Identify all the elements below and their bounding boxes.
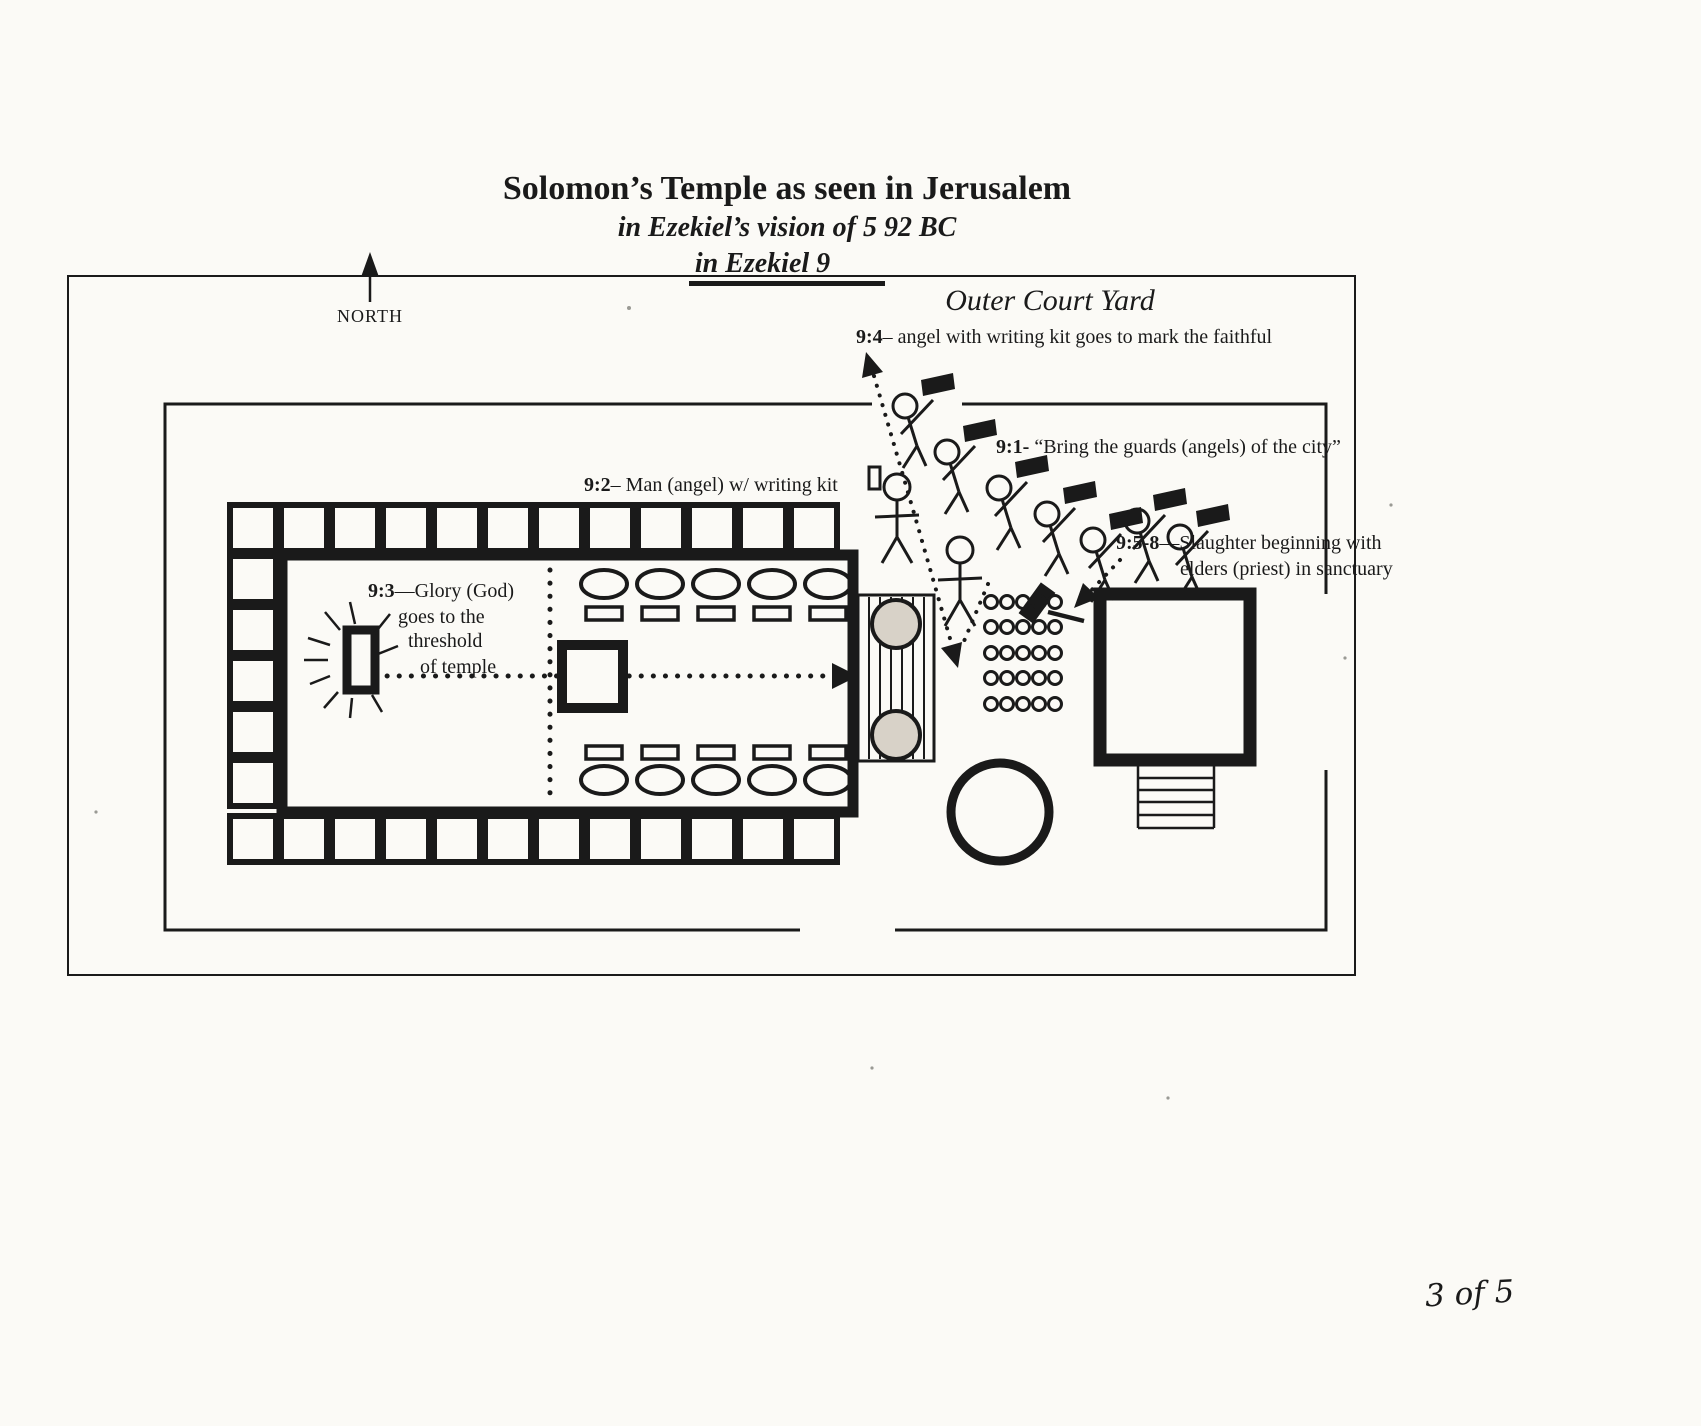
- person-circle: [1033, 621, 1046, 634]
- annotation-9-3-line2: goes to the: [398, 606, 485, 628]
- altar-of-sacrifice: [1100, 594, 1250, 760]
- annotation-9-5-8-line2: elders (priest) in sanctuary: [1180, 558, 1393, 580]
- chamber-square: [791, 505, 837, 551]
- verse-text: —Slaughter beginning with: [1159, 532, 1382, 554]
- writing-kit-icon: [869, 467, 880, 489]
- person-circle: [1001, 621, 1014, 634]
- verse-ref: 9:2: [584, 474, 611, 496]
- outer-court-yard-label: Outer Court Yard: [945, 284, 1155, 317]
- page-title: Solomon’s Temple as seen in Jerusalem: [502, 170, 1072, 207]
- verse-ref: 9:5-8: [1116, 532, 1160, 554]
- chamber-square: [230, 607, 276, 653]
- person-circle: [1049, 596, 1062, 609]
- person-circle: [1049, 698, 1062, 711]
- annotation-9-3-line4: of temple: [420, 656, 497, 678]
- annotation-9-3-line3: threshold: [408, 630, 483, 652]
- chamber-square: [485, 816, 531, 862]
- chamber-square: [791, 816, 837, 862]
- chamber-square: [332, 505, 378, 551]
- verse-text: – angel with writing kit goes to mark the faithful: [882, 326, 1273, 348]
- verse-text: – Man (angel) w/ writing kit: [610, 474, 838, 496]
- up-arrowhead-icon: [862, 352, 883, 378]
- chamber-square: [638, 816, 684, 862]
- chamber-square: [638, 505, 684, 551]
- person-circle: [1001, 647, 1014, 660]
- annotation-9-5-8: [1116, 532, 1382, 555]
- annotation-9-3: [368, 580, 514, 603]
- person-circle: [1017, 621, 1030, 634]
- angel-with-flag: [893, 373, 955, 468]
- person-circle: [1001, 596, 1014, 609]
- person-circle: [1001, 698, 1014, 711]
- altar-steps: [1138, 766, 1214, 828]
- person-circle: [1049, 647, 1062, 660]
- glory-ark: [347, 630, 375, 690]
- verse-text: —Glory (God): [394, 580, 515, 602]
- chamber-square: [485, 505, 531, 551]
- chamber-square: [383, 816, 429, 862]
- temple-porch: [858, 595, 934, 761]
- chamber-square: [740, 816, 786, 862]
- chamber-square: [230, 658, 276, 704]
- table-row-north: [586, 607, 846, 620]
- chamber-square: [281, 816, 327, 862]
- angel-with-flag: [987, 455, 1049, 550]
- person-circle: [1049, 621, 1062, 634]
- person-circle: [985, 621, 998, 634]
- chamber-square: [281, 505, 327, 551]
- chamber-square: [689, 816, 735, 862]
- person-circle: [1001, 672, 1014, 685]
- person-circle: [1033, 672, 1046, 685]
- man-with-writing-kit: [869, 467, 919, 563]
- chamber-square: [740, 505, 786, 551]
- bronze-sea-circle: [951, 763, 1049, 861]
- north-label: NORTH: [337, 306, 403, 326]
- chamber-square: [689, 505, 735, 551]
- person-circle: [985, 698, 998, 711]
- verse-ref: 9:3: [368, 580, 395, 602]
- chamber-square: [434, 505, 480, 551]
- chamber-square: [587, 816, 633, 862]
- chamber-square: [587, 505, 633, 551]
- porch-pillar: [872, 600, 920, 648]
- person-circle: [1033, 647, 1046, 660]
- page-subtitle: in Ezekiel’s vision of 5 92 BC: [617, 212, 957, 243]
- incense-altar: [562, 645, 623, 708]
- chamber-square: [434, 816, 480, 862]
- chamber-square: [536, 816, 582, 862]
- page-subtitle-reference: [0, 248, 1574, 286]
- scan-specks: [94, 306, 1392, 1100]
- chamber-square: [230, 760, 276, 806]
- verse-ref: 9:1-: [996, 436, 1030, 458]
- person-circle: [985, 672, 998, 685]
- chamber-square: [230, 709, 276, 755]
- annotation-9-1: [996, 436, 1341, 459]
- verse-ref: 9:4: [856, 326, 883, 348]
- lampstand-row-north: [581, 570, 851, 598]
- outer-courtyard-border: [68, 276, 1355, 975]
- verse-text: “Bring the guards (angels) of the city”: [1029, 436, 1341, 458]
- angel-with-flag: [935, 419, 997, 514]
- person-circle: [1017, 698, 1030, 711]
- table-row-south: [586, 746, 846, 759]
- chamber-square: [536, 505, 582, 551]
- person-circle: [1049, 672, 1062, 685]
- page-number: 3 of 5: [1424, 1273, 1516, 1315]
- person-circle: [985, 647, 998, 660]
- chamber-square: [230, 816, 276, 862]
- person-circle: [1033, 698, 1046, 711]
- annotation-9-4: [856, 326, 1272, 349]
- porch-pillar: [872, 711, 920, 759]
- person-circle: [1017, 672, 1030, 685]
- person-circle: [1017, 647, 1030, 660]
- lampstand-row-south: [581, 766, 851, 794]
- down-arrowhead-icon: [941, 642, 962, 668]
- chamber-square: [230, 556, 276, 602]
- annotation-9-2: [584, 474, 838, 497]
- chamber-square: [230, 505, 276, 551]
- underlined-reference: in Ezekiel 9: [689, 248, 885, 286]
- chamber-square: [383, 505, 429, 551]
- person-circle: [985, 596, 998, 609]
- chamber-square: [332, 816, 378, 862]
